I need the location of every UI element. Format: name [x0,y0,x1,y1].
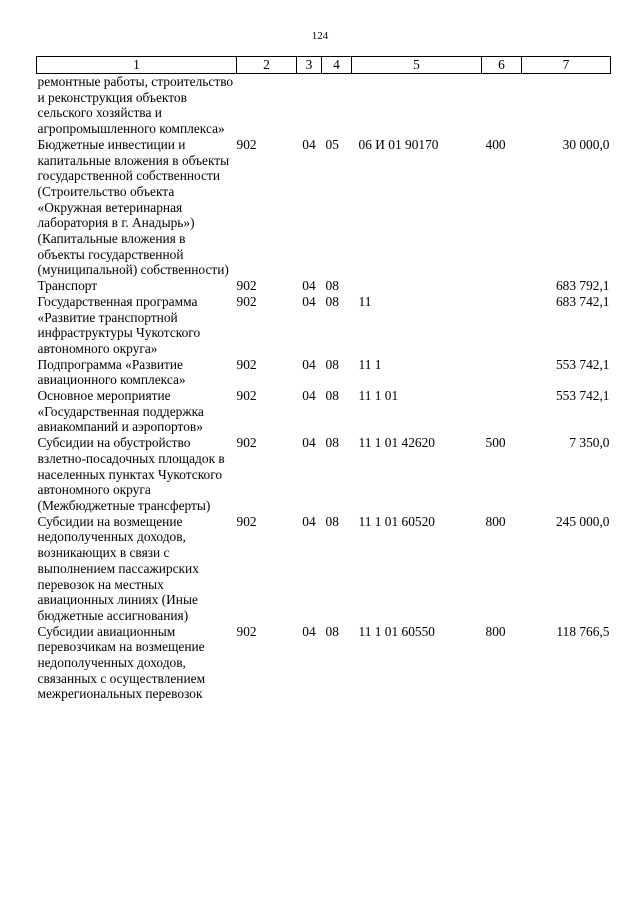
row-subsection-code: 08 [325,435,339,451]
row-section-code: 04 [302,136,316,152]
row-subsection-code: 08 [325,388,339,404]
row-expense-type: 800 [485,513,506,529]
row-subsection-code: 08 [325,293,339,309]
row-amount: 245 000,0 [555,513,610,529]
row-name: Государственная программа «Развитие транспортной инфраструктуры Чукотского автономного округа» [37,293,201,356]
row-section-code: 04 [302,356,316,372]
row-ministry-code: 902 [236,513,257,529]
table-row [37,388,611,435]
row-subsection-code: 08 [325,356,339,372]
row-subsection-code: 05 [325,136,339,152]
row-amount: 683 742,1 [555,293,610,309]
row-target-code: 11 1 01 42620 [358,435,435,451]
row-amount: 7 350,0 [569,435,610,451]
row-target-code: 11 1 01 60520 [358,513,435,529]
header-col-7: 7 [522,57,611,74]
row-section-code: 04 [302,293,316,309]
row-amount: 553 742,1 [555,388,610,404]
row-name: ремонтные работы, строительство и реконструкция объектов сельского хозяйства и агропромышленного комплекса» [37,74,234,137]
row-target-code: 11 1 01 [358,388,399,404]
row-amount: 683 792,1 [555,278,610,294]
row-target-code: 06 И 01 90170 [358,136,439,152]
row-ministry-code: 902 [236,278,257,294]
row-target-code: 11 [358,293,372,309]
row-amount: 553 742,1 [555,356,610,372]
table-body [37,74,611,703]
row-ministry-code: 902 [236,623,257,639]
row-section-code: 04 [302,623,316,639]
row-expense-type: 500 [485,435,506,451]
header-col-4: 4 [322,57,352,74]
row-name: Субсидии авиационным перевозчикам на возмещение недополученных доходов, связанных с осуществлением межрегиональных перевозок [37,623,206,702]
row-section-code: 04 [302,388,316,404]
table-row [37,74,611,137]
table-row [37,278,611,294]
row-target-code: 11 1 01 60550 [358,623,435,639]
row-expense-type [482,74,522,137]
row-section-code: 04 [302,435,316,451]
row-ministry-code [237,74,297,137]
row-target-code [352,278,482,294]
budget-table [36,56,611,702]
row-subsection-code: 08 [325,623,339,639]
row-ministry-code: 902 [236,293,257,309]
table-row [37,624,611,703]
table-row [37,357,611,388]
row-name: Бюджетные инвестиции и капитальные вложения в объекты государственной собственности (Строительство объекта «Окружная ветеринарная лаборатория в г. Анадырь») (Капитальные вложения в объекты государственной (муниципальной) собственности) [37,136,230,278]
row-section-code: 04 [302,513,316,529]
row-expense-type [482,278,522,294]
header-col-3: 3 [297,57,322,74]
page-number: 124 [311,30,329,42]
row-expense-type [482,294,522,357]
row-name: Субсидии на возмещение недополученных доходов, возникающих в связи с выполнением пассажирских перевозок на местных авиационных линиях (Иные бюджетные ассигнования) [37,513,199,623]
row-name: Транспорт [37,278,98,294]
row-expense-type [482,388,522,435]
row-name: Подпрограмма «Развитие авиационного комплекса» [37,356,186,388]
table-row [37,294,611,357]
table-header [37,57,611,74]
row-ministry-code: 902 [236,388,257,404]
header-col-1: 1 [37,57,237,74]
row-subsection-code: 08 [325,278,339,294]
header-col-2: 2 [237,57,297,74]
header-col-6: 6 [482,57,522,74]
row-amount [522,74,611,137]
row-ministry-code: 902 [236,356,257,372]
row-subsection-code: 08 [325,513,339,529]
row-expense-type [482,357,522,388]
row-target-code: 11 1 [358,356,382,372]
row-amount: 118 766,5 [556,623,610,639]
row-expense-type: 400 [485,136,506,152]
row-target-code [352,74,482,137]
row-ministry-code: 902 [236,136,257,152]
row-amount: 30 000,0 [562,136,610,152]
row-section-code: 04 [302,278,316,294]
row-name: Субсидии на обустройство взлетно-посадочных площадок в населенных пунктах Чукотского автономного округа (Межбюджетные трансферты) [37,435,225,513]
row-ministry-code: 902 [236,435,257,451]
row-name: Основное мероприятие «Государственная поддержка авиакомпаний и аэропортов» [37,388,204,435]
table-row [37,137,611,278]
row-expense-type: 800 [485,623,506,639]
table-row [37,514,611,624]
row-subsection-code [322,74,352,137]
header-col-5: 5 [352,57,482,74]
row-section-code [297,74,322,137]
table-row [37,435,611,514]
